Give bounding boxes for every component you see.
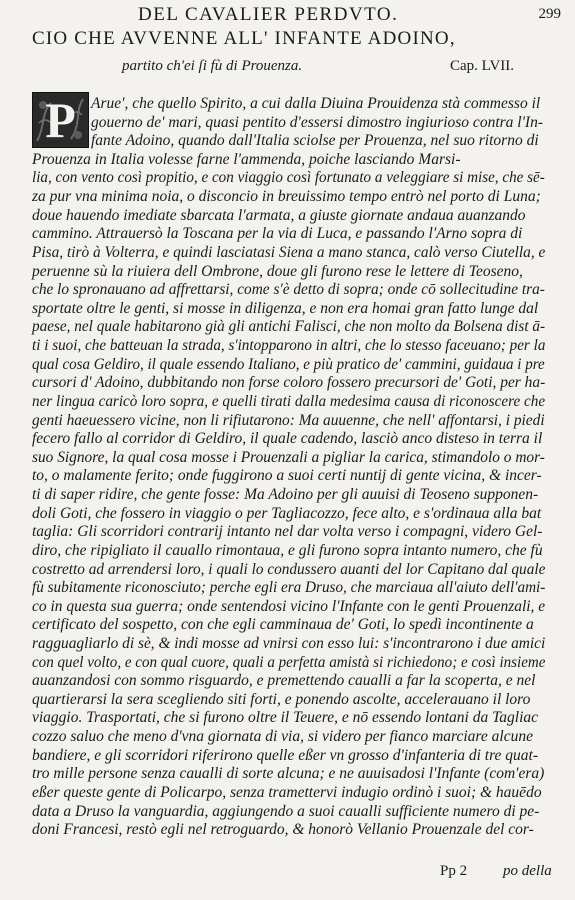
text-line: cursori d' Adoino, dubbitando non forse coloro fossero precursori de' Goti, per ha- xyxy=(32,374,546,392)
text-line: ragguagliarlo di sè, & indi mosse ad vnirsi con esso lui: s'incontrarono i due amici xyxy=(32,634,546,652)
text-line: doni Francesi, restò egli nel retroguardo, & honorò Vellanio Prouenzale del cor- xyxy=(32,821,534,839)
running-head: DEL CAVALIER PERDVTO. xyxy=(138,4,399,25)
text-line: peruenne sù la riuiera dell Ombrone, doue gli furono rese le lettere di Teoseno, xyxy=(32,262,523,280)
catchword: po della xyxy=(503,863,552,879)
text-line: co in questa sua guerra; onde sentendosi vicino l'Infante con le genti Prouenzali, e xyxy=(32,597,546,615)
text-line: che lo spronauano ad affrettarsi, come s'è detto di sopra; onde cō sollecitudine tra- xyxy=(32,281,545,299)
text-line: sportate oltre le genti, si mosse in diligenza, e non era homai gran fatto lunge dal xyxy=(32,299,539,317)
text-line: cammino. Attrauersò la Toscana per la via di Luca, e passando l'Arno sopra di xyxy=(32,225,523,243)
text-line: quartierarsi la sera scegliendo siti forti, e ponendo ascolte, accelerauano il loro xyxy=(32,690,531,708)
text-line: certificato del sospetto, con che egli camminaua de' Goti, lo spedì incontinente a xyxy=(32,616,534,634)
text-line: taglia: Gli scorridori contrarij intanto nel dar volta verso i compagni, videro Gel- xyxy=(32,523,543,541)
text-line: fecero fallo al corridor di Geldiro, il quale cadendo, lasciò anco disteso in terra il xyxy=(32,430,543,448)
text-line: fante Adoino, quando dall'Italia sciolse per Prouenza, nel suo ritorno di xyxy=(91,132,539,150)
text-line: auanzandosi con sommo risguardo, e premettendo caualli a far la scoperta, e nel xyxy=(32,672,536,690)
text-line: ti i suoi, che batteuan la strada, s'intopparono in altri, che lo stesso faceuano; per la xyxy=(32,337,546,355)
text-line: diro, che ripigliato il cauallo rimontaua, e gli furono sopra intanto numero, che fù xyxy=(32,541,543,559)
text-line: ner lingua caricò loro sopra, e quelli tirati dalla medesima causa di riconoscere che xyxy=(32,392,546,410)
text-line: doue hauendo imediate sbarcata l'armata, a giuste giornate andaua auanzando xyxy=(32,206,526,224)
signature-mark: Pp 2 xyxy=(440,863,468,879)
page-number: 299 xyxy=(538,6,561,22)
text-line: tro mille persone senza caualli di sorte alcuna; e ne auuisadosi l'Infante (com'era) xyxy=(32,765,545,783)
text-line: Arue', che quello Spirito, a cui dalla Diuina Prouidenza stà commesso il xyxy=(91,95,541,112)
text-line: Prouenza in Italia volesse farne l'ammenda, poiche lasciando Marsi- xyxy=(32,150,461,168)
text-line: ti di saper ridire, che gente fosse: Ma Adoino per gli auuisi di Teoseno supponen- xyxy=(32,486,539,504)
text-line: bandiere, e gli scorridori riferirono quelle eßer vn grosso d'infanteria di tre quat- xyxy=(32,746,539,764)
chapter-number: Cap. LVII. xyxy=(450,58,515,74)
text-line: gouerno de' mari, quasi pentito d'essersi dimostro ingiurioso contra l'In- xyxy=(91,113,543,131)
initial-letter: P xyxy=(45,92,76,148)
chapter-subtitle: partito ch'ei ſi fù di Prouenza. xyxy=(122,58,303,74)
text-line: suo Signore, la qual cosa mosse i Prouenzali a pigliar la carica, stimandolo o mor- xyxy=(32,448,545,466)
chapter-title: CIO CHE AVVENNE ALL' INFANTE ADOINO, xyxy=(32,28,456,49)
text-line: za pur vna minima noia, o disconcio in breuissimo tempo entrò nel porto di Luna; xyxy=(32,188,541,206)
text-line: fù subitamente riconosciuto; perche egli era Druso, che marciaua all'aiuto dell'ami- xyxy=(32,579,546,597)
text-line: costretto ad arrendersi loro, i quali lo condussero auanti del lor Capitano dal quale xyxy=(32,560,546,578)
text-line: lia, con vento così propitio, e con viaggio così fortunato a veleggiare si mise, che sē- xyxy=(32,169,545,187)
text-line: doli Goti, che fossero in viaggio o per Tagliacozzo, fece alto, e s'ordinaua alla bat xyxy=(32,504,542,522)
text-line: paese, nel quale habitarono già gli antichi Falisci, che non molto da Bolsena dist ā- xyxy=(32,318,546,336)
text-line: qual cosa Geldiro, il quale essendo Italiano, e più pratico de' cammini, guidaua i pre xyxy=(32,355,545,373)
text-line: viaggio. Trasportati, che si furono oltre il Teuere, e nō essendo lontani da Tagliac xyxy=(32,709,539,727)
text-line: eßer queste gente di Policarpo, senza tramettervi indugio ordinò i suoi; & hauēdo xyxy=(32,783,542,801)
text-line: con quel volto, e con qual cuore, quali a perfetta amistà si richiedono; e così insieme xyxy=(32,653,546,671)
text-line: data a Druso la vanguardia, aggiungendo a suoi caualli sufficiente numero di pe- xyxy=(32,802,540,820)
text-line: Pisa, tirò à Volterra, e quindi lasciatasi Siena a mano stanca, calò verso Ciutella, e xyxy=(32,243,546,261)
text-line: cozzo saluo che meno d'vna giornata di via, si videro per fianco marciare alcune xyxy=(32,728,533,746)
decorated-initial xyxy=(32,92,89,148)
text-line: to, o malamente ferito; onde fuggirono a suoi certi nuntij di gente vicina, & incer- xyxy=(32,467,542,485)
text-line: genti haeuessero vicine, non li rifiutarono: Ma auuenne, che nell' affontarsi, i piedi xyxy=(32,411,545,429)
